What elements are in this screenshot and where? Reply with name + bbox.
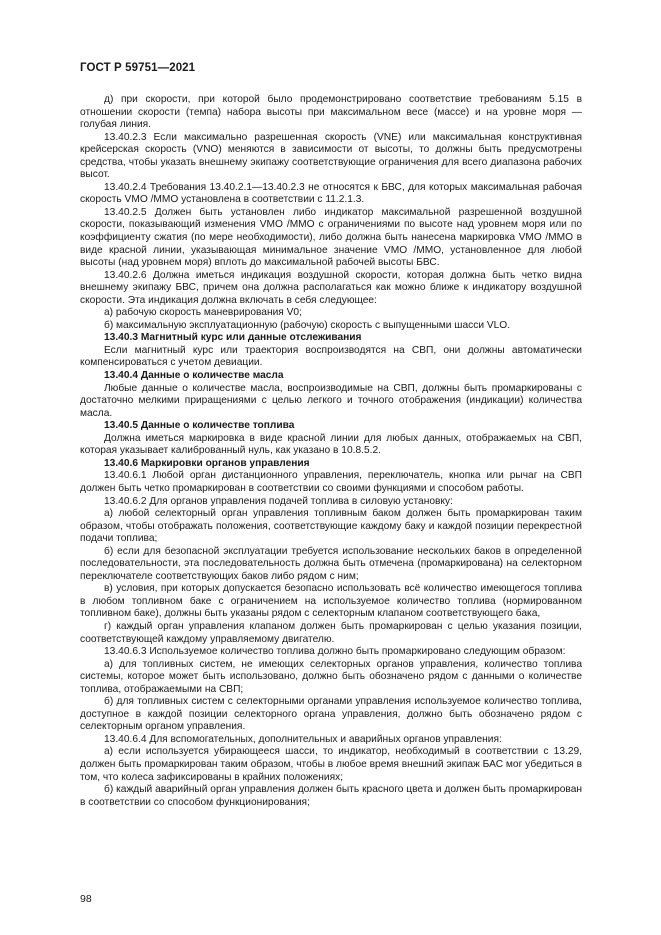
paragraph: а) любой селекторный орган управления топливным баком должен быть промаркирован таким образом, чтобы отображать положения, соответствующие каждому баку и каждой позиции перекрестной подачи топлива; <box>80 508 582 545</box>
document-body <box>80 94 582 809</box>
page-number: 98 <box>80 893 92 905</box>
paragraph: 13.40.6.3 Используемое количество топлива должно быть промаркировано следующим образом: <box>104 646 566 658</box>
paragraph: Должна иметься маркировка в виде красной линии для любых данных, отображаемых на СВП, которая указывает калиброванный нуль, как указано в 10.8.5.2. <box>80 432 582 457</box>
paragraph: а) рабочую скорость маневрирования V0; <box>104 307 302 319</box>
paragraph: 13.40.2.4 Требования 13.40.2.1—13.40.2.3 не относятся к БВС, для которых максимальная рабочая скорость VMO /MMO установлена в соответствии с 11.2.1.3. <box>80 181 582 206</box>
paragraph: Любые данные о количестве масла, воспроизводимые на СВП, должны быть промаркированы с достаточно мелкими приращениями с целью легкого и точного отображения (индикации) количества масла. <box>80 382 582 419</box>
section-heading: 13.40.6 Маркировки органов управления <box>104 457 310 469</box>
paragraph: а) если используется убирающееся шасси, то индикатор, необходимый в соответствии с 13.29, должен быть промаркирован таким образом, чтобы в любое время внешний экипаж БАС мог убедиться в том, что колеса зафиксированы в крайних положениях; <box>80 746 582 783</box>
paragraph: 13.40.6.4 Для вспомогательных, дополнительных и аварийных органов управления: <box>104 733 502 745</box>
paragraph: 13.40.2.5 Должен быть установлен либо индикатор максимальной разрешенной воздушной скорости, показывающий изменения VMO /MMO с ограничениями по высоте над уровнем моря или по коэффициенту сжатия (по мере необходимости), либо должна быть нанесена маркировка VMO /MMO в виде красной линии, указывающая минимальное значение VMO /MMO, установленное для любой высоты (над уровнем моря) вплоть до максимальной рабочей высоты БВС. <box>80 206 582 269</box>
paragraph: г) каждый орган управления клапаном должен быть промаркирован с целью указания позиции, соответствующей каждому управляемому двигателю. <box>80 620 582 645</box>
paragraph: а) для топливных систем, не имеющих селекторных органов управления, количество топлива системы, которое может быть использовано, должно быть обозначено рядом с данными о количестве топлива, отображаемыми на СВП; <box>80 658 582 695</box>
paragraph: б) каждый аварийный орган управления должен быть красного цвета и должен быть промаркирован в соответствии со способом функционирования; <box>80 784 582 808</box>
section-heading: 13.40.4 Данные о количестве масла <box>104 370 284 382</box>
paragraph: б) максимальную эксплуатационную (рабочую) скорость с выпущенными шасси VLO. <box>104 319 511 331</box>
paragraph: 13.40.2.3 Если максимально разрешенная скорость (VNE) или максимальная конструктивная крейсерская скорость (VNO) меняются в зависимости от высоты, то должны быть предусмотрены средства, чтобы указать внешнему экипажу соответствующие ограничения для всего диапазона рабочих высот. <box>80 131 582 181</box>
paragraph: б) для топливных систем с селекторными органами управления используемое количество топлива, доступное в каждой позиции селекторного органа управления, должно быть обозначено рядом с селекторным органом управления. <box>80 696 582 733</box>
paragraph: д) при скорости, при которой было продемонстрировано соответствие требованиям 5.15 в отношении скорости (темпа) набора высоты при максимальном весе (массе) и на уровне моря — голубая линия. <box>80 94 582 131</box>
paragraph: 13.40.6.2 Для органов управления подачей топлива в силовую установку: <box>104 495 453 507</box>
paragraph: 13.40.6.1 Любой орган дистанционного управления, переключатель, кнопка или рычаг на СВП должен быть четко промаркирован в соответствии со своими функциями и способом работы. <box>80 470 582 494</box>
paragraph: б) если для безопасной эксплуатации требуется использование нескольких баков в определенной последовательности, эта последовательность должна быть отмечена (промаркирована) на селекторном переключателе соответствующих баков либо рядом с ним; <box>80 545 582 582</box>
paragraph: Если магнитный курс или траектория воспроизводятся на СВП, они должны автоматически компенсироваться с учетом девиации. <box>80 344 582 369</box>
paragraph: в) условия, при которых допускается безопасно использовать всё количество имеющегося топлива в любом топливном баке с ограничением на используемое количество топлива (нормированном топливном баке), должны быть указаны рядом с селекторным клапаном соответствующего бака, <box>80 583 582 620</box>
section-heading: 13.40.3 Магнитный курс или данные отслеживания <box>104 332 362 344</box>
section-heading: 13.40.5 Данные о количестве топлива <box>104 420 295 432</box>
paragraph: 13.40.2.6 Должна иметься индикация воздушной скорости, которая должна быть четко видна внешнему экипажу БВС, причем она должна располагаться как можно ближе к индикатору воздушной скорости. Эта индикация должна включать в себя следующее: <box>80 269 582 306</box>
document-header: ГОСТ Р 59751—2021 <box>80 62 196 74</box>
